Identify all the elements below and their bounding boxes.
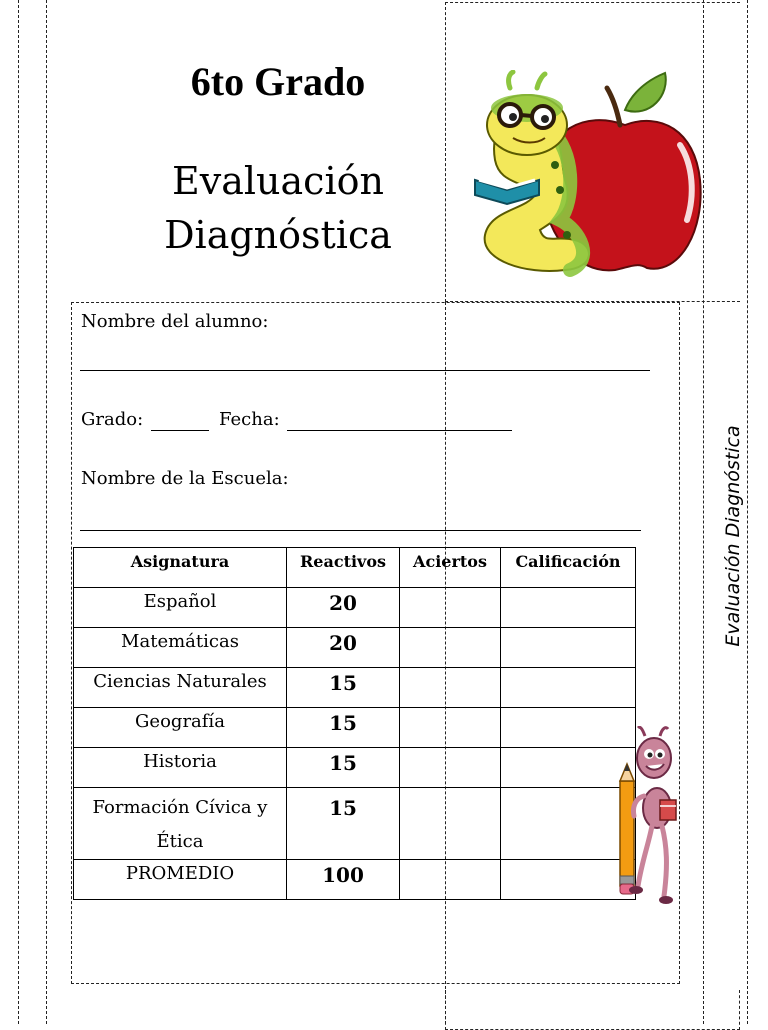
items-cell: 15 (287, 748, 400, 788)
subject-cell: Historia (74, 748, 287, 788)
correct-cell[interactable] (400, 860, 501, 900)
date-line[interactable] (287, 430, 512, 431)
table-row (74, 628, 636, 668)
grade-line[interactable] (151, 430, 209, 431)
table-row-average (74, 860, 636, 900)
worm-with-apple-icon (465, 70, 705, 285)
subject-cell (74, 788, 287, 860)
correct-cell[interactable] (400, 588, 501, 628)
header-score: Calificación (501, 548, 636, 588)
right-panel-frame (445, 990, 740, 1030)
table-row (74, 588, 636, 628)
left-guide-inner (46, 0, 47, 1024)
student-name-line[interactable] (80, 370, 650, 371)
table-header-row (74, 548, 636, 588)
items-cell: 100 (287, 860, 400, 900)
student-name-label: Nombre del alumno: (81, 311, 269, 332)
left-guide-outer (18, 0, 19, 1024)
subject-cell: Español (74, 588, 287, 628)
correct-cell[interactable] (400, 748, 501, 788)
items-cell: 15 (287, 788, 400, 860)
score-cell[interactable] (501, 668, 636, 708)
subject-cell: Matemáticas (74, 628, 287, 668)
items-cell: 20 (287, 628, 400, 668)
school-name-line[interactable] (80, 530, 641, 531)
table-row (74, 788, 636, 860)
items-cell: 15 (287, 668, 400, 708)
evaluation-title-line1: Evaluación (172, 159, 384, 203)
evaluation-title-line2: Diagnóstica (164, 213, 392, 257)
table-row (74, 708, 636, 748)
subject-cell: PROMEDIO (74, 860, 287, 900)
table-row (74, 668, 636, 708)
correct-cell[interactable] (400, 708, 501, 748)
header-subject: Asignatura (74, 548, 287, 588)
date-label: Fecha: (219, 409, 280, 430)
school-name-label: Nombre de la Escuela: (81, 468, 289, 489)
subject-cell: Ciencias Naturales (74, 668, 287, 708)
subject-cell: Geografía (74, 708, 287, 748)
correct-cell[interactable] (400, 628, 501, 668)
score-cell[interactable] (501, 628, 636, 668)
evaluation-title (120, 154, 436, 262)
grade-title: 6to Grado (190, 59, 366, 104)
score-cell[interactable] (501, 588, 636, 628)
right-guide-outer (747, 0, 748, 1024)
header-items: Reactivos (287, 548, 400, 588)
subject-line2: Ética (156, 831, 204, 852)
items-cell: 20 (287, 588, 400, 628)
header-correct: Aciertos (400, 548, 501, 588)
subject-line1: Formación Cívica y (92, 797, 268, 818)
correct-cell[interactable] (400, 788, 501, 860)
side-title: Evaluación Diagnóstica (722, 425, 744, 647)
grade-label: Grado: (81, 409, 144, 430)
table-row (74, 748, 636, 788)
grades-table (73, 547, 636, 900)
items-cell: 15 (287, 708, 400, 748)
ant-with-pencil-icon (612, 726, 687, 906)
correct-cell[interactable] (400, 668, 501, 708)
